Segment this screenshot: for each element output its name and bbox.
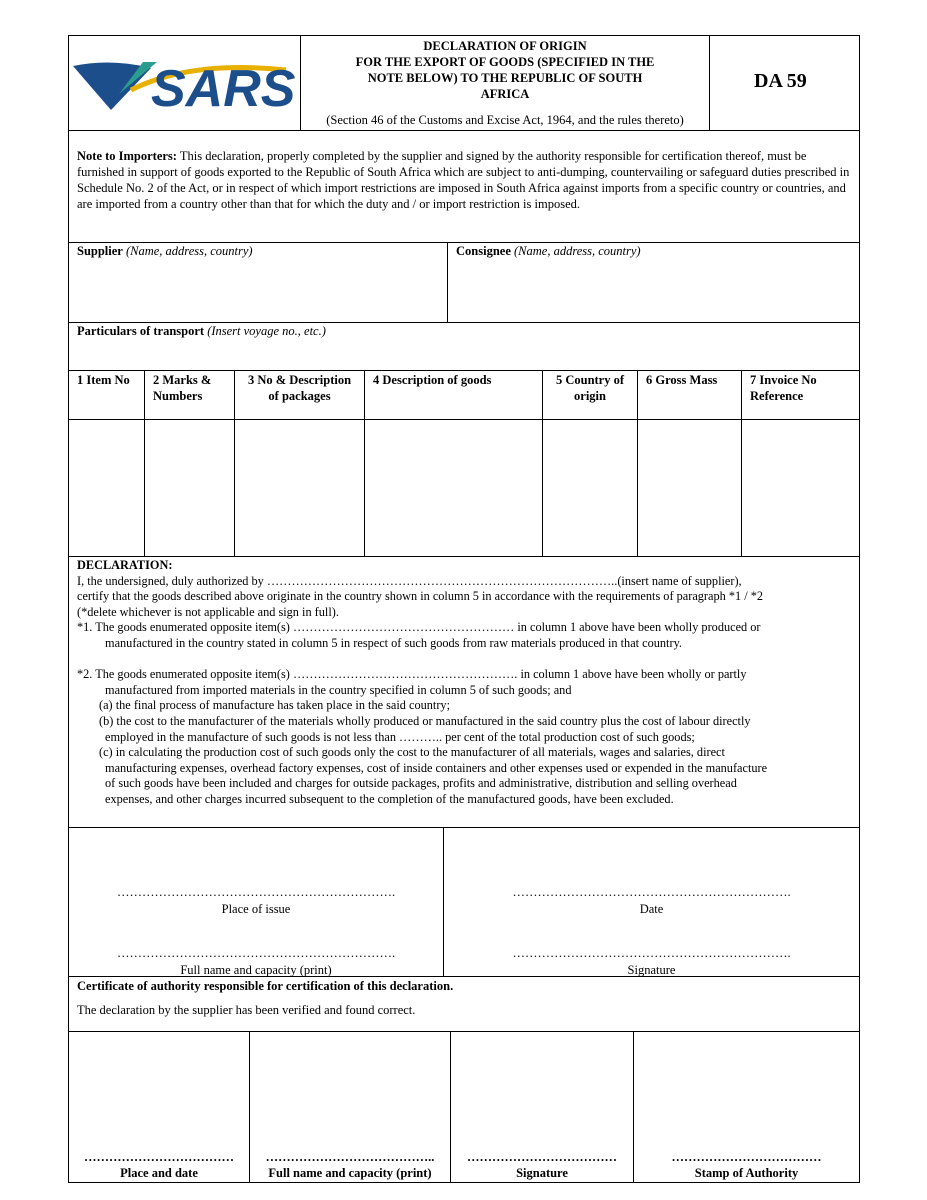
col7-line1: 7 Invoice No [750, 373, 817, 387]
cell-country[interactable] [542, 419, 638, 557]
authority-full-name-label: Full name and capacity (print) [268, 1166, 432, 1180]
header-title-cell [300, 35, 710, 131]
clause-b-line-2: employed in the manufacture of such goods is not less than ……….. per cent of the total production cost of such goods; [105, 729, 695, 744]
authority-full-name-cell[interactable] [249, 1031, 451, 1183]
col-header-invoice [741, 370, 860, 420]
full-name-field[interactable] [69, 945, 443, 979]
paragraph-2-line-2: manufactured from imported materials in the country specified in column 5 of such goods; and [105, 682, 572, 697]
col-header-packages [234, 370, 365, 420]
col5-line2: origin [574, 389, 606, 403]
clause-a: (a) the final process of manufacture has taken place in the said country; [99, 698, 451, 713]
clause-c-line-4: expenses, and other charges incurred subsequent to the completion of the manufactured goods, have been excluded. [105, 791, 674, 806]
cell-description[interactable] [364, 419, 543, 557]
authority-signature-label: Signature [516, 1166, 568, 1180]
declaration-line-2: certify that the goods described above originate in the country shown in column 5 in accordance with the requirements of paragraph *1 / *2 [77, 589, 764, 604]
paragraph-1-line-1: *1. The goods enumerated opposite item(s) ……………………………………………… in column 1 above have been wholly produced or [77, 620, 761, 635]
signature-right-cell [443, 827, 860, 977]
stamp-label: Stamp of Authority [694, 1166, 799, 1180]
paragraph-1-line-2: manufactured in the country stated in column 5 in respect of such goods from raw materials produced in that country. [105, 635, 682, 650]
cell-invoice[interactable] [741, 419, 860, 557]
header-logo-cell [68, 35, 301, 131]
col-header-country [542, 370, 638, 420]
transport-field[interactable] [68, 322, 860, 371]
logo-text: SARS [151, 60, 296, 118]
note-text: This declaration, properly completed by the supplier and signed by the authority responsible for certification thereof, must be furnished in support of goods exported to the Republic of South Africa which are subject to anti-dumping, countervailing or safeguard duties prescribed in Schedule No. 2 of the Act, or in respect of which import restrictions are imposed in South Africa against imports from a specific country or countries, and are imported from a country other than that for which the duty and / or import restriction is imposed. [77, 149, 850, 211]
stamp-dots: ……………………………… [671, 1150, 822, 1164]
note-label: Note to Importers: [77, 149, 177, 163]
form-code-cell [709, 35, 860, 131]
supplier-field[interactable] [68, 242, 448, 323]
form-code: DA 59 [754, 70, 807, 92]
date-field[interactable] [444, 884, 859, 918]
title-line-4: AFRICA [480, 87, 530, 101]
signature-label: Signature [627, 963, 676, 977]
col2-line1: 2 Marks & [153, 373, 212, 387]
col-header-gross-mass [637, 370, 742, 420]
place-date-label: Place and date [120, 1166, 198, 1180]
authority-full-name-dots: ………………………………….. [265, 1150, 435, 1164]
declaration-line-1: I, the undersigned, duly authorized by …………………………………………………………………………..(insert name of supplier), [77, 573, 742, 588]
transport-label: Particulars of transport [77, 324, 205, 338]
declaration-heading: DECLARATION: [77, 558, 173, 572]
place-date-dots: ……………………………… [84, 1150, 234, 1164]
full-name-dots: …………………………………………………………. [116, 946, 396, 960]
col1-line1: 1 Item No [77, 373, 130, 387]
date-label: Date [639, 902, 664, 916]
col3-line2: of packages [268, 389, 331, 403]
authority-signature-dots: ……………………………… [467, 1150, 617, 1164]
signature-field[interactable] [444, 945, 859, 979]
clause-c-line-2: manufacturing expenses, overhead factory expenses, cost of inside containers and other expenses used or expended in the manufacture [105, 760, 768, 775]
note-section [68, 130, 860, 243]
col-header-description [364, 370, 543, 420]
col-header-marks [144, 370, 235, 420]
col-header-item-no [68, 370, 145, 420]
certificate-section [68, 976, 860, 1032]
certificate-heading: Certificate of authority responsible for certification of this declaration. [77, 979, 454, 993]
place-of-issue-dots: …………………………………………………………. [116, 885, 396, 899]
title-line-3: NOTE BELOW) TO THE REPUBLIC OF SOUTH [367, 71, 643, 85]
authority-place-date-cell[interactable] [68, 1031, 250, 1183]
title-line-1: DECLARATION OF ORIGIN [423, 39, 587, 53]
consignee-hint: (Name, address, country) [514, 244, 641, 258]
cell-gross-mass[interactable] [637, 419, 742, 557]
signature-left-cell [68, 827, 444, 977]
declaration-line-3: (*delete whichever is not applicable and sign in full). [77, 604, 339, 619]
clause-c-line-3: of such goods have been included and charges for outside packages, profits and administrative, distribution and selling overhead [105, 776, 737, 791]
header-subtitle: (Section 46 of the Customs and Excise Act, 1964, and the rules thereto) [326, 113, 684, 127]
col4-line1: 4 Description of goods [373, 373, 492, 387]
place-of-issue-label: Place of issue [221, 902, 291, 916]
date-dots: …………………………………………………………. [512, 885, 791, 899]
title-line-2: FOR THE EXPORT OF GOODS (SPECIFIED IN THE [355, 55, 655, 69]
transport-hint: (Insert voyage no., etc.) [207, 324, 326, 338]
col3-line1: 3 No & Description [247, 373, 352, 387]
col7-line2: Reference [750, 389, 804, 403]
consignee-field[interactable] [447, 242, 860, 323]
clause-b-line-1: (b) the cost to the manufacturer of the materials wholly produced or manufactured in the said country plus the cost of labour directly [99, 713, 751, 728]
col6-line1: 6 Gross Mass [646, 373, 718, 387]
supplier-label: Supplier [77, 244, 123, 258]
declaration-section [68, 556, 860, 828]
sars-logo [71, 50, 297, 120]
col2-line2: Numbers [153, 389, 203, 403]
consignee-label: Consignee [456, 244, 511, 258]
certificate-text: The declaration by the supplier has been verified and found correct. [77, 1003, 416, 1017]
full-name-label: Full name and capacity (print) [180, 963, 332, 977]
clause-c-line-1: (c) in calculating the production cost of such goods only the cost to the manufacturer of all materials, wages and salaries, direct [99, 745, 725, 760]
stamp-of-authority-cell[interactable] [633, 1031, 860, 1183]
cell-packages[interactable] [234, 419, 365, 557]
paragraph-2-line-1: *2. The goods enumerated opposite item(s) ………………………………………………. in column 1 above have been wholly or partly [77, 667, 747, 682]
supplier-hint: (Name, address, country) [125, 244, 253, 258]
authority-signature-cell[interactable] [450, 1031, 634, 1183]
cell-item-no[interactable] [68, 419, 145, 557]
col5-line1: 5 Country of [555, 373, 625, 387]
signature-dots: …………………………………………………………. [512, 946, 791, 960]
cell-marks[interactable] [144, 419, 235, 557]
place-of-issue-field[interactable] [69, 884, 443, 918]
